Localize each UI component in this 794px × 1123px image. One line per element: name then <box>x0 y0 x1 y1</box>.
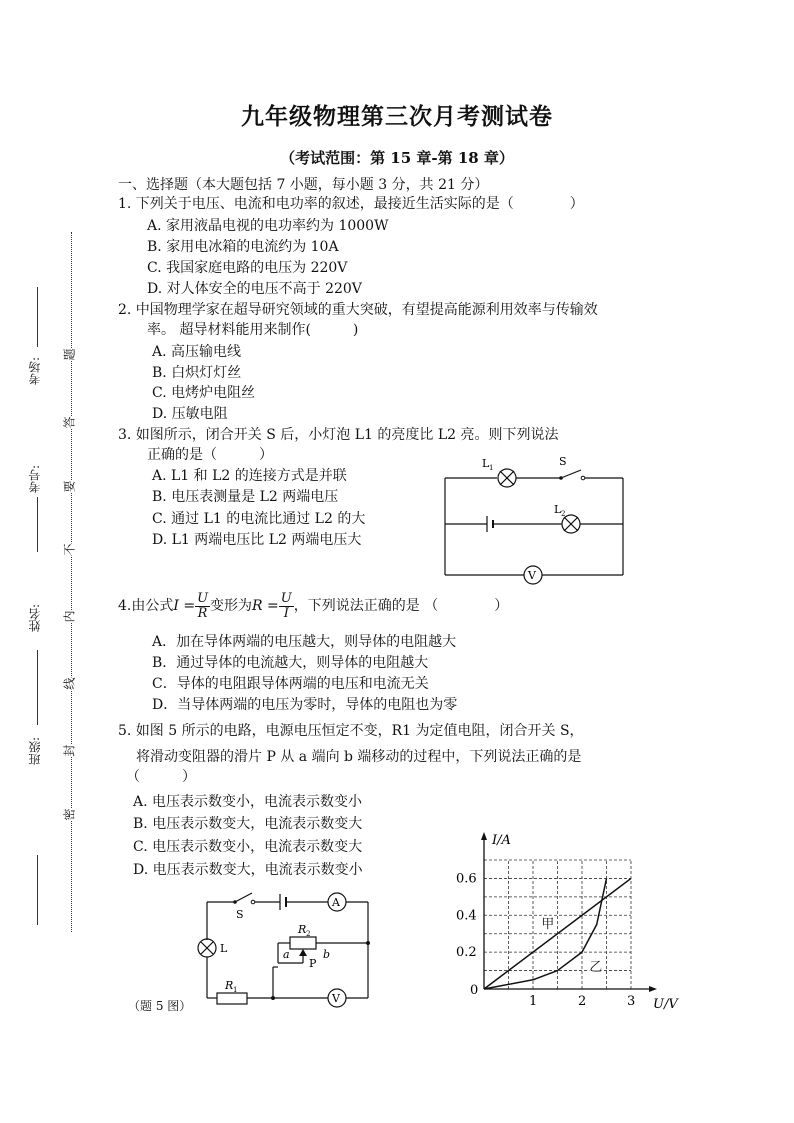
q5-label-r1-sub: 1 <box>233 986 238 994</box>
q3-stem-line2: 正确的是（ ） <box>147 447 273 463</box>
x-axis-label: U/V <box>653 997 678 1012</box>
q5-voltmeter-label: V <box>332 992 340 1005</box>
q4-formula1-num: U <box>197 590 209 606</box>
q4-formula2-lhs: R = <box>252 598 279 614</box>
q5-stem-line1: 5. 如图 5 所示的电路，电源电压恒定不变，R1 为定值电阻，闭合开关 S， <box>118 723 584 739</box>
q5-label-r1: R <box>225 979 234 992</box>
q5-option-b: B. 电压表示数变大，电流表示数变大 <box>133 816 363 832</box>
q3-option-b: B. 电压表测量是 L2 两端电压 <box>152 489 339 505</box>
q3-label-s: S <box>559 455 567 468</box>
q3-circuit-diagram <box>435 450 635 585</box>
label-xingming: 姓名: <box>28 604 42 633</box>
x-tick-label: 3 <box>627 994 636 1009</box>
underline-kaohao <box>37 497 38 552</box>
q1-option-c: C. 我国家庭电路的电压为 220V <box>147 260 348 276</box>
q5-label-b: b <box>323 948 331 961</box>
q5-option-a: A. 电压表示数变小，电流表示数变小 <box>133 794 363 810</box>
iu-chart <box>440 828 690 1013</box>
q4-option-b: B．通过导体的电流越大，则导体的电阻越大 <box>152 655 429 671</box>
seal-char-3: 要 <box>62 480 77 493</box>
y-tick-label: 0.6 <box>456 871 477 887</box>
y-axis-arrow <box>481 832 487 840</box>
q5-label-r2: R <box>298 923 307 936</box>
x-tick-label: 2 <box>578 994 587 1009</box>
q5-ammeter-label: A <box>332 896 340 909</box>
q4-formula1-fraction <box>195 592 210 621</box>
label-kaochang: 考场: <box>28 357 42 386</box>
q2-option-c: C. 电烤炉电阻丝 <box>152 385 256 401</box>
seal-char-7: 封 <box>62 744 77 757</box>
q5-label-p: P <box>309 957 317 970</box>
q4-prefix: 4.由公式 <box>118 598 174 614</box>
q4-formula1-den: R <box>197 605 208 621</box>
section-heading: 一、选择题（本大题包括 7 小题，每小题 3 分，共 21 分） <box>118 177 489 193</box>
q5-figure-caption: （题 5 图） <box>128 999 192 1013</box>
q1-stem: 1. 下列关于电压、电流和电功率的叙述，最接近生活实际的是（ ） <box>118 196 584 212</box>
label-kaohao: 考号: <box>28 465 42 494</box>
q3-option-a: A. L1 和 L2 的连接方式是并联 <box>152 468 347 484</box>
q4-formula2-fraction <box>279 592 294 621</box>
q3-label-l1-sub: 1 <box>489 464 494 472</box>
q4-option-c: C．导体的电阻跟导体两端的电压和电流无关 <box>152 676 429 692</box>
seal-char-1: 题 <box>62 348 77 361</box>
x-axis-arrow <box>649 986 657 992</box>
chart-axes <box>481 832 657 992</box>
q5-label-r2-sub: 2 <box>306 930 311 938</box>
q3-label-l2-sub: 2 <box>561 510 566 518</box>
seal-char-6: 线 <box>62 677 77 690</box>
q4-formula1-lhs: I = <box>173 598 196 614</box>
y-tick-label: 0.4 <box>456 908 477 924</box>
q2-stem-line2: 率。 超导材料能用来制作( ) <box>147 322 359 338</box>
q2-option-a: A. 高压输电线 <box>152 344 242 360</box>
q4-option-a: A．加在导体两端的电压越大，则导体的电阻越大 <box>152 634 457 650</box>
q3-option-c: C. 通过 L1 的电流比通过 L2 的大 <box>152 511 366 527</box>
seal-char-2: 答 <box>62 416 77 429</box>
q2-stem-line1: 2. 中国物理学家在超导研究领域的重大突破，有望提高能源利用效率与传输效 <box>118 302 598 318</box>
underline-xingming <box>37 650 38 725</box>
q5-stem-line3: （ ） <box>126 769 196 785</box>
q4-suffix: ，下列说法正确的是 （ ） <box>293 598 509 614</box>
q1-option-a: A. 家用液晶电视的电功率约为 1000W <box>147 218 389 234</box>
q4-formula2-num: U <box>280 590 292 606</box>
q3-voltmeter-label: V <box>528 569 536 582</box>
q5-label-s: S <box>236 908 244 921</box>
q5-label-l: L <box>220 942 228 955</box>
q1-option-d: D. 对人体安全的电压不高于 220V <box>147 281 362 297</box>
q1-option-b: B. 家用电冰箱的电流约为 10A <box>147 239 339 255</box>
q2-option-d: D. 压敏电阻 <box>152 406 228 422</box>
seal-char-8: 密 <box>62 808 77 821</box>
q3-stem-line1: 3. 如图所示，闭合开关 S 后，小灯泡 L1 的亮度比 L2 亮。则下列说法 <box>118 427 559 443</box>
y-tick-label: 0.2 <box>456 945 477 961</box>
q4-formula2-den: I <box>283 605 289 621</box>
q4-stem <box>118 588 508 624</box>
page-title: 九年级物理第三次月考测试卷 <box>241 103 553 130</box>
underline-banji <box>37 855 38 925</box>
seal-dotted-line <box>71 232 72 932</box>
q3-label-l1: L <box>482 457 490 470</box>
seal-char-4: 不 <box>62 543 77 556</box>
series-label-yi: 乙 <box>589 959 603 975</box>
x-tick-label: 1 <box>529 994 538 1009</box>
q2-option-b: B. 白炽灯灯丝 <box>152 365 242 381</box>
q3-option-d: D. L1 两端电压比 L2 两端电压大 <box>152 532 362 548</box>
q5-option-c: C. 电压表示数变小，电流表示数变大 <box>133 839 363 855</box>
q5-stem-line2: 将滑动变阻器的滑片 P 从 a 端向 b 端移动的过程中，下列说法正确的是 <box>136 749 582 765</box>
q4-option-d: D．当导体两端的电压为零时，导体的电阻也为零 <box>152 697 458 713</box>
underline-kaochang <box>37 287 38 347</box>
label-banji: 班级: <box>28 737 42 766</box>
q4-mid: 变形为 <box>210 598 253 614</box>
q3-label-l2: L <box>554 503 562 516</box>
q5-circuit-diagram <box>185 885 385 1015</box>
q5-label-a: a <box>283 948 290 961</box>
seal-char-5: 内 <box>62 610 77 623</box>
y-axis-label: I/A <box>492 833 511 848</box>
series-label-jia: 甲 <box>541 917 555 933</box>
q5-slider-arrow <box>299 949 307 956</box>
q5-option-d: D. 电压表示数变大，电流表示数变小 <box>133 862 363 878</box>
origin-label: 0 <box>470 983 479 998</box>
page-subtitle: （考试范围：第 15 章-第 18 章） <box>280 149 514 167</box>
